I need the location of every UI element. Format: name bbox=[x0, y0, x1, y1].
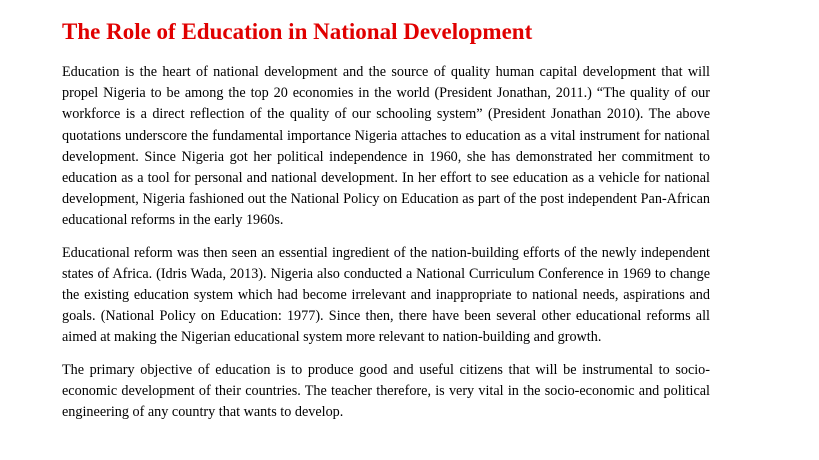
document-title: The Role of Education in National Development bbox=[62, 19, 533, 44]
paragraph-1: Education is the heart of national development and the source of quality human capital development that will propel Nigeria to be among the top 20 economies in the world (President Jonathan, 2011.) “The quality of our workforce is a direct reflection of the quality of our schooling system” (President Jonathan 2010). The above quotations underscore the fundamental importance Nigeria attaches to education as a vital instrument for national development. Since Nigeria got her political independence in 1960, she has demonstrated her commitment to education as a tool for personal and national development. In her effort to see education as a vehicle for national development, Nigeria fashioned out the National Policy on Education as part of the post independent Pan-African educational reforms in the early 1960s. bbox=[62, 64, 710, 229]
paragraph-3: The primary objective of education is to produce good and useful citizens that will be instrumental to socio-economic development of their countries. The teacher therefore, is very vital in the socio-economic and political engineering of any country that wants to develop. bbox=[62, 361, 710, 421]
paragraph-2: Educational reform was then seen an essential ingredient of the nation-building efforts of the newly independent states of Africa. (Idris Wada, 2013). Nigeria also conducted a National Curriculum Conference in 1969 to change the existing education system which had become irrelevant and inappropriate to national needs, aspirations and goals. (National Policy on Education: 1977). Since then, there have been several other educational reforms all aimed at making the Nigerian educational system more relevant to nation-building and growth. bbox=[62, 244, 710, 346]
